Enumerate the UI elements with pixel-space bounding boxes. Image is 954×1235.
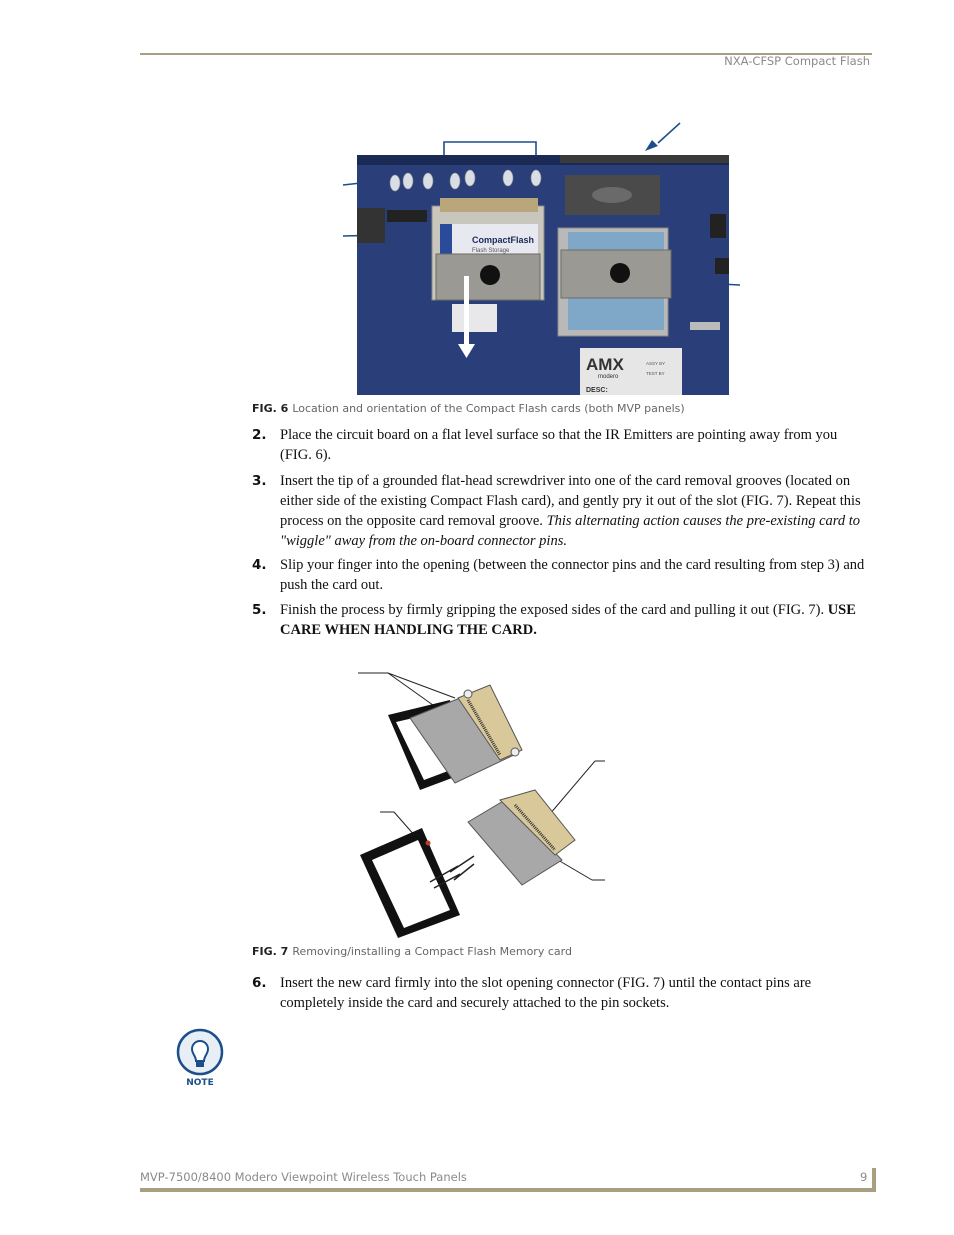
step-number: 4. (252, 557, 267, 573)
sticker-line: DESC: (586, 387, 608, 394)
step-text-italic: This alternating action causes the pre-existing card to "wiggle" away from the on-board connector pins. (280, 513, 861, 549)
card-in-slot (388, 685, 522, 790)
figure-7-caption (252, 945, 572, 958)
step-text: Slip your finger into the opening (between the connector pins and the card resulting from step 3) and push the card out. (280, 557, 865, 593)
step-text: Place the circuit board on a flat level surface so that the IR Emitters are pointing away from you (FIG. 6). (280, 427, 838, 463)
step-number: 3. (252, 473, 267, 489)
figure-7-illustration (350, 660, 610, 940)
step-6 (252, 973, 872, 1013)
figure-7-label: FIG. 7 (252, 945, 289, 958)
figure-6-photo (340, 118, 750, 398)
step-4 (252, 555, 872, 595)
step-3 (252, 471, 872, 551)
page-number: 9 (860, 1170, 868, 1184)
step-5 (252, 600, 872, 640)
step-number: 6. (252, 975, 267, 991)
amx-logo-sub: modero (598, 374, 619, 380)
step-text (280, 600, 872, 640)
card-sublabel: Flash Storage (472, 248, 510, 254)
sticker-line: TEST BY (646, 371, 665, 376)
step-text-bold: USE CARE WHEN HANDLING THE CARD. (280, 602, 856, 638)
step-text-plain: Insert the tip of a grounded flat-head screwdriver into one of the card removal grooves (located on either side of the existing Compact Flash card), and gently pry it out of the slot (FIG. 7). Repeat this process on the opposite card removal groove. (280, 473, 861, 529)
step-text: Insert the new card firmly into the slot opening connector (FIG. 7) until the contact pins are completely inside the card and securely attached to the pin sockets. (280, 975, 812, 1011)
figure-6-caption (252, 402, 685, 415)
step-text (280, 471, 872, 551)
figure-7-caption-text: Removing/installing a Compact Flash Memory card (292, 945, 572, 958)
note-label: NOTE (186, 1078, 214, 1088)
removal-groove-right (610, 263, 630, 283)
footer-rule (140, 1188, 876, 1192)
step-2 (252, 425, 872, 465)
step-text-plain: Finish the process by firmly gripping the exposed sides of the card and pulling it out (FIG. 7). (280, 602, 828, 618)
running-header: NXA-CFSP Compact Flash (724, 54, 870, 68)
note-lightbulb-icon (175, 1027, 225, 1089)
figure-6-label: FIG. 6 (252, 402, 289, 415)
footer-doc-title: MVP-7500/8400 Modero Viewpoint Wireless Touch Panels (140, 1170, 467, 1184)
card-label: CompactFlash (472, 235, 535, 245)
removal-groove-left (480, 265, 500, 285)
step-number: 5. (252, 602, 267, 618)
step-number: 2. (252, 427, 267, 443)
figure-6-caption-text: Location and orientation of the Compact Flash cards (both MVP panels) (292, 402, 685, 415)
amx-logo: AMX (586, 355, 624, 374)
sticker-line: ASSY BY (646, 361, 666, 366)
